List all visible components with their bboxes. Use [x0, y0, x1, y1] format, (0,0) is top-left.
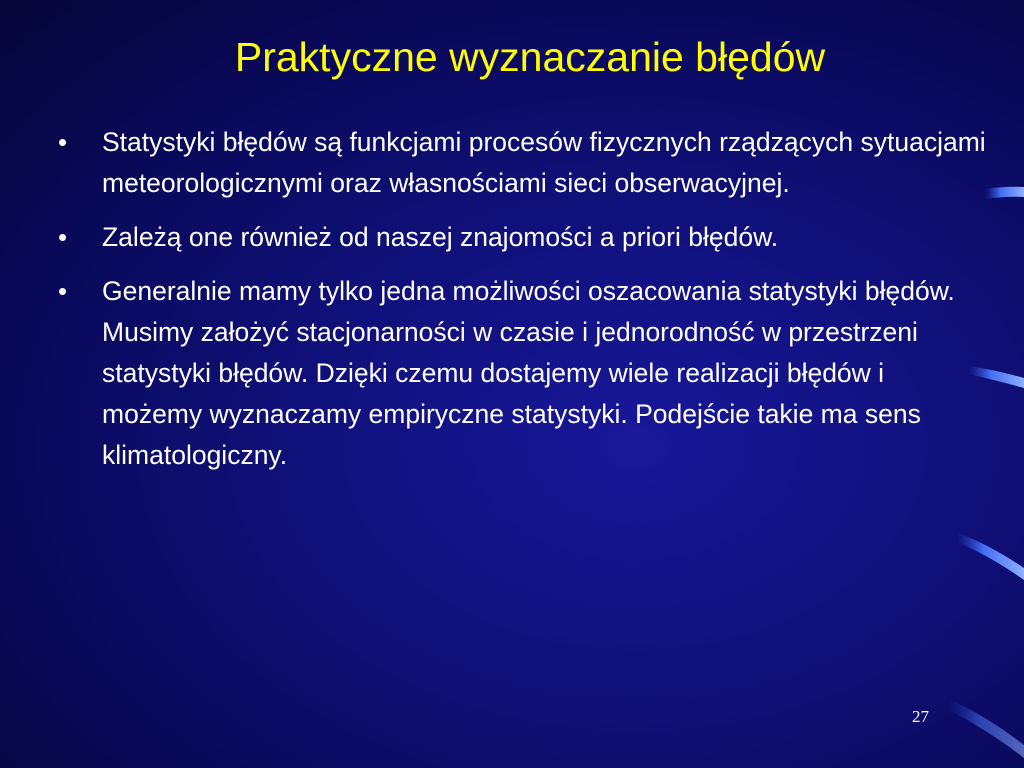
streak-1 — [985, 187, 1024, 199]
bullet-text: Generalnie mamy tylko jedna możliwości oszacowania statystyki błędów. Musimy założyć stacjonarności w czasie i jednorodność w przestrzeni statystyki błędów. Dzięki czemu dostajemy wiele realizacji błędów i możemy wyznaczamy empiryczne statystyki. Podejście takie ma sens klimatologiczny. — [102, 276, 955, 470]
bullet-item — [58, 217, 988, 258]
slide-title: Praktyczne wyznaczanie błędów — [234, 34, 826, 80]
bullet-item — [58, 271, 988, 476]
bullet-text: Zależą one również od naszej znajomości a priori błędów. — [102, 222, 779, 252]
streak-3 — [957, 533, 1024, 580]
bullet-text: Statystyki błędów są funkcjami procesów fizycznych rządzących sytuacjami meteorologicznymi oraz własnościami sieci obserwacyjnej. — [102, 127, 986, 198]
bullet-marker: • — [58, 127, 68, 157]
bullet-list — [58, 122, 988, 489]
bullet-marker: • — [58, 222, 68, 252]
streak-4 — [948, 700, 1024, 758]
bullet-marker: • — [58, 276, 68, 306]
slide-number: 27 — [912, 707, 929, 726]
bullet-item — [58, 122, 988, 204]
